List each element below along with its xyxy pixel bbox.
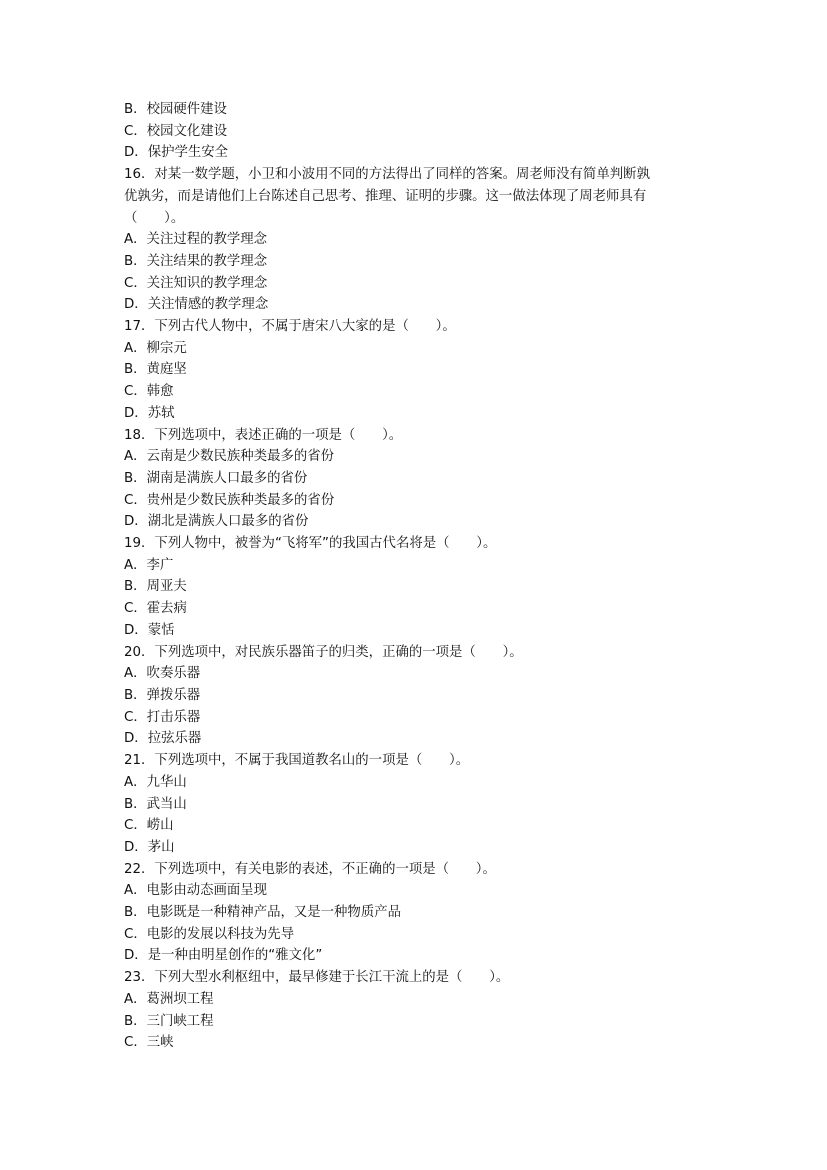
option-line: B．电影既是一种精神产品，又是一种物质产品 [124,905,401,921]
option-line: C．电影的发展以科技为先导 [124,926,295,942]
option-line: C．崂山 [124,818,174,834]
option-line: B．关注结果的教学理念 [124,253,268,269]
option-line: B．三门峡工程 [124,1013,214,1029]
option-line: C．关注知识的教学理念 [124,275,268,291]
question-stem-line: 优孰劣，而是请他们上台陈述自己思考、推理、证明的步骤。这一做法体现了周老师具有 [124,188,647,204]
option-line: B．周亚夫 [124,579,187,595]
option-line: A．葛洲坝工程 [124,991,214,1007]
question-stem-line: 21．下列选项中，不属于我国道教名山的一项是（ ）。 [124,753,470,769]
option-line: D．茅山 [124,839,175,855]
option-line: A．李广 [124,557,174,573]
option-line: C．霍去病 [124,601,187,617]
question-text-block [124,99,704,1054]
question-stem-line: 17．下列古代人物中，不属于唐宋八大家的是（ ）。 [124,319,456,335]
option-line: D．蒙恬 [124,622,175,638]
option-line: C．贵州是少数民族种类最多的省份 [124,492,335,508]
option-line: D．保护学生安全 [124,145,229,161]
question-stem-line: 19．下列人物中，被誉为“飞将军”的我国古代名将是（ ）。 [124,536,497,552]
option-line: B．湖南是满族人口最多的省份 [124,470,308,486]
option-line: A．九华山 [124,774,187,790]
option-line: C．韩愈 [124,384,174,400]
option-line: C．打击乐器 [124,709,201,725]
question-stem-line: （ ）。 [124,210,185,226]
option-line: B．黄庭坚 [124,362,187,378]
option-line: A．电影由动态画面呈现 [124,883,268,899]
option-line: D．关注情感的教学理念 [124,297,269,313]
question-stem-line: 18．下列选项中，表述正确的一项是（ ）。 [124,427,403,443]
question-stem-line: 20．下列选项中，对民族乐器笛子的归类，正确的一项是（ ）。 [124,644,523,660]
option-line: A．云南是少数民族种类最多的省份 [124,449,335,465]
option-line: B．校园硬件建设 [124,102,227,117]
option-line: B．武当山 [124,796,187,812]
option-line: A．吹奏乐器 [124,666,201,682]
question-stem-line: 16．对某一数学题，小卫和小波用不同的方法得出了同样的答案。周老师没有简单判断孰 [124,167,650,183]
option-line: B．弹拨乐器 [124,687,201,703]
option-line: D．湖北是满族人口最多的省份 [124,514,309,530]
option-line: C．校园文化建设 [124,123,228,139]
question-stem-line: 22．下列选项中，有关电影的表述，不正确的一项是（ ）。 [124,861,496,877]
option-line: A．柳宗元 [124,340,187,356]
option-line: C．三峡 [124,1035,174,1051]
option-line: A．关注过程的教学理念 [124,232,268,248]
option-line: D．是一种由明星创作的“雅文化” [124,948,323,964]
question-stem-line: 23．下列大型水利枢纽中，最早修建于长江干流上的是（ ）。 [124,970,510,986]
option-line: D．苏轼 [124,405,175,421]
option-line: D．拉弦乐器 [124,731,202,747]
